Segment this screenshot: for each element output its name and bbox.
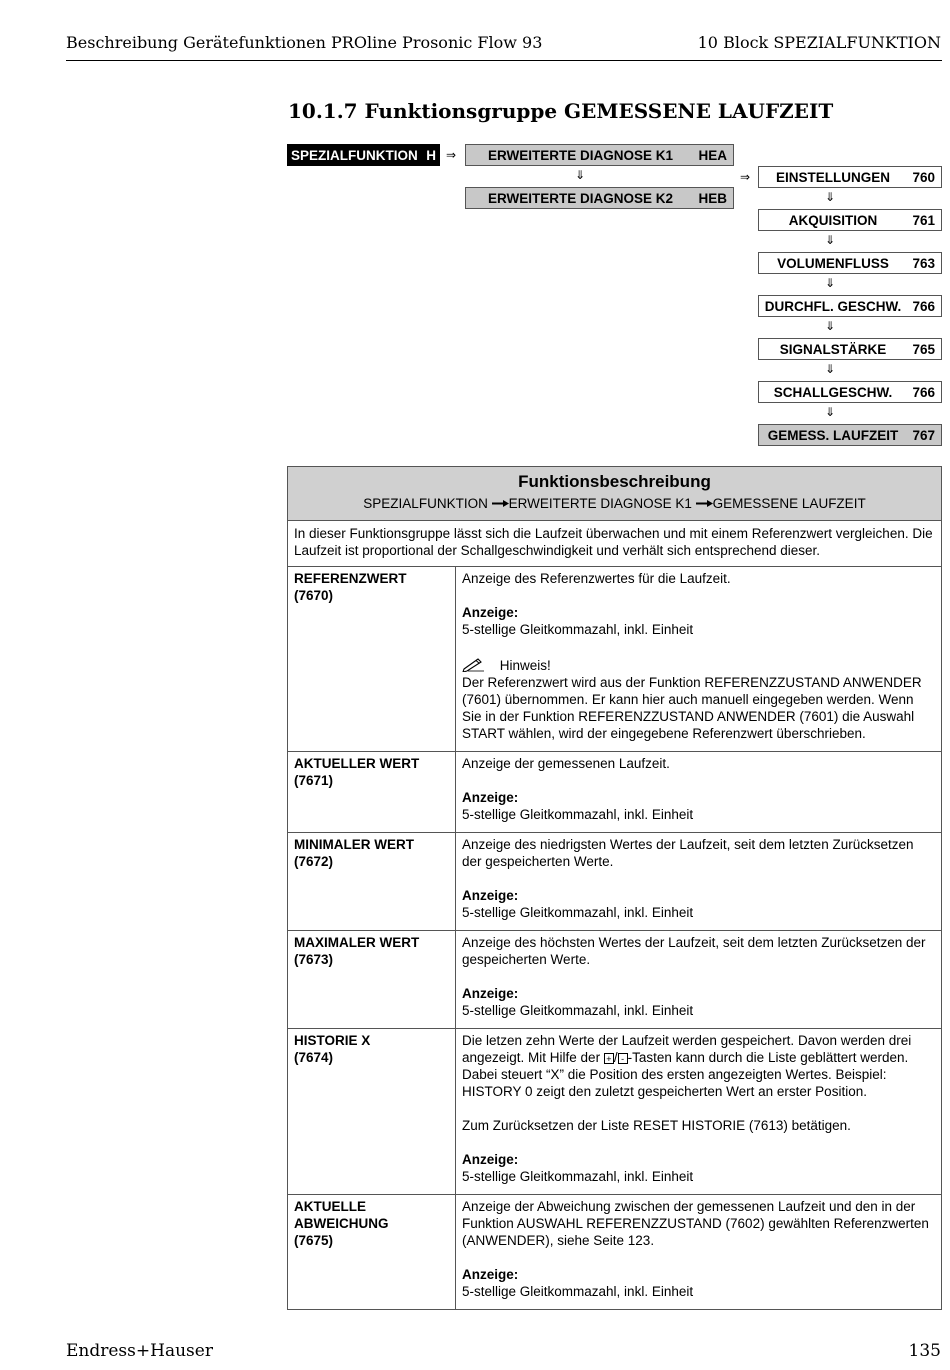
table-row-aktueller-wert	[288, 752, 941, 833]
arrow-down-icon: ⇓	[825, 190, 836, 204]
function-code: (7671)	[294, 773, 334, 788]
header-rule	[66, 60, 942, 61]
nav-root-code: H	[426, 147, 436, 163]
function-desc-cell	[456, 833, 941, 930]
function-name-cell	[288, 833, 456, 930]
nav-function-signalstaerke	[758, 338, 942, 360]
function-name-cell	[288, 1195, 456, 1309]
anzeige-label: Anzeige:	[462, 888, 519, 903]
minus-key-icon: -	[618, 1053, 628, 1064]
hint-text: Der Referenzwert wird aus der Funktion REFERENZZUSTAND ANWENDER (7601) übernommen. Er kann hier auch manuell eingegeben werden. Wenn Sie in der Funktion REFERENZZUSTAND ANWENDER (7601) die Auswahl START wählen, wird der eingegebene Referenzwert überschrieben.	[462, 675, 922, 741]
nav-root-box	[287, 144, 440, 166]
nav-group-code: HEB	[698, 190, 727, 206]
path-arrow-icon	[696, 499, 713, 508]
function-name-line2: ABWEICHUNG	[294, 1216, 389, 1231]
table-title: Funktionsbeschreibung	[518, 472, 711, 491]
table-row-aktuelle-abweichung	[288, 1195, 941, 1309]
function-name-cell	[288, 752, 456, 832]
nav-function-label: EINSTELLUNGEN	[775, 169, 890, 185]
nav-function-label: SIGNALSTÄRKE	[779, 341, 887, 357]
function-name-cell	[288, 931, 456, 1028]
function-code: (7675)	[294, 1233, 334, 1248]
anzeige-label: Anzeige:	[462, 790, 519, 805]
nav-group-k2	[465, 187, 734, 209]
nav-function-label: SCHALLGESCHW.	[773, 384, 893, 400]
nav-function-einstellungen	[758, 166, 942, 188]
arrow-down-icon: ⇓	[825, 276, 836, 290]
nav-function-label: AKQUISITION	[788, 212, 878, 228]
nav-function-gemess-laufzeit	[758, 424, 942, 446]
nav-function-durchfl-geschw	[758, 295, 942, 317]
function-desc-cell	[456, 752, 941, 832]
arrow-down-icon: ⇓	[825, 319, 836, 333]
running-header-title: Beschreibung Gerätefunktionen PROline Prosonic Flow 93	[66, 33, 543, 52]
function-desc-cell	[456, 567, 941, 751]
function-code: (7674)	[294, 1050, 334, 1065]
page-number: 135	[908, 1341, 941, 1361]
function-description: Anzeige des Referenzwertes für die Laufzeit.	[462, 571, 731, 586]
hint-label: Hinweis!	[499, 658, 551, 673]
pencil-note-icon	[462, 656, 488, 672]
anzeige-value: 5-stellige Gleitkommazahl, inkl. Einheit	[462, 905, 694, 920]
nav-function-code: 766	[912, 298, 935, 314]
function-description: Anzeige des höchsten Wertes der Laufzeit, seit dem letzten Zurücksetzen der gespeicherten Werte.	[462, 935, 926, 967]
nav-group-code: HEA	[698, 147, 727, 163]
nav-function-schallgeschw	[758, 381, 942, 403]
anzeige-value: 5-stellige Gleitkommazahl, inkl. Einheit	[462, 807, 694, 822]
table-row-referenzwert	[288, 567, 941, 752]
nav-function-akquisition	[758, 209, 942, 231]
arrow-down-icon: ⇓	[825, 233, 836, 247]
function-desc-cell	[456, 931, 941, 1028]
function-name-cell	[288, 1029, 456, 1194]
arrow-down-icon: ⇓	[575, 168, 586, 182]
table-header	[288, 467, 941, 521]
table-row-minimaler-wert	[288, 833, 941, 931]
arrow-down-icon: ⇓	[825, 405, 836, 419]
function-name: REFERENZWERT	[294, 571, 407, 586]
section-title: 10.1.7 Funktionsgruppe GEMESSENE LAUFZEIT	[288, 99, 834, 123]
nav-group-k1	[465, 144, 734, 166]
nav-function-code: 761	[912, 212, 935, 228]
function-code: (7673)	[294, 952, 334, 967]
table-row-historie-x	[288, 1029, 941, 1195]
plus-key-icon: +	[604, 1053, 614, 1064]
table-menu-path	[288, 495, 941, 512]
anzeige-label: Anzeige:	[462, 1267, 519, 1282]
nav-function-code: 765	[912, 341, 935, 357]
function-name: AKTUELLE	[294, 1199, 366, 1214]
nav-function-label: VOLUMENFLUSS	[777, 255, 889, 271]
arrow-right-icon: ⇒	[446, 148, 457, 162]
function-description: Anzeige der gemessenen Laufzeit.	[462, 756, 670, 771]
nav-function-label: DURCHFL. GESCHW.	[764, 298, 902, 314]
nav-function-code: 760	[912, 169, 935, 185]
function-code: (7672)	[294, 854, 334, 869]
description-part: Die letzen zehn Werte der Laufzeit werden gespeichert. Davon werden drei angezeigt. Mit Hilfe der	[462, 1033, 912, 1065]
hint-heading	[462, 656, 935, 674]
function-name: MAXIMALER WERT	[294, 935, 420, 950]
anzeige-label: Anzeige:	[462, 986, 519, 1001]
nav-function-code: 763	[912, 255, 935, 271]
function-code: (7670)	[294, 588, 334, 603]
table-row-maximaler-wert	[288, 931, 941, 1029]
arrow-down-icon: ⇓	[825, 362, 836, 376]
function-desc-cell	[456, 1195, 941, 1309]
function-description: Die letzen zehn Werte der Laufzeit werden gespeichert. Davon werden drei angezeigt. Mit Hilfe der + / - -Tasten kann durch die Liste geblättert werden. Dabei steuert “X” die Position des ersten angezeigten Wertes. Beispiel: HISTORY 0 zeigt den zuletzt gespeicherten Wert an erster Position.	[462, 1033, 912, 1099]
nav-function-label: GEMESS. LAUFZEIT	[767, 427, 899, 443]
table-intro: In dieser Funktionsgruppe lässt sich die Laufzeit überwachen und mit einem Referenzwert vergleichen. Die Laufzeit ist proportional der Schallgeschwindigkeit und verhält sich entsprechend dieser.	[288, 521, 941, 567]
function-name: MINIMALER WERT	[294, 837, 414, 852]
function-description-reset: Zum Zurücksetzen der Liste RESET HISTORIE (7613) betätigen.	[462, 1118, 851, 1133]
function-description-table	[287, 466, 942, 1310]
anzeige-value: 5-stellige Gleitkommazahl, inkl. Einheit	[462, 1169, 694, 1184]
anzeige-label: Anzeige:	[462, 1152, 519, 1167]
function-desc-cell	[456, 1029, 941, 1194]
path-segment: SPEZIALFUNKTION	[363, 496, 488, 511]
function-description: Anzeige des niedrigsten Wertes der Laufzeit, seit dem letzten Zurücksetzen der gespeicherten Werte.	[462, 837, 914, 869]
running-header-chapter: 10 Block SPEZIALFUNKTION	[697, 33, 941, 52]
nav-function-volumenfluss	[758, 252, 942, 274]
function-name: AKTUELLER WERT	[294, 756, 420, 771]
path-arrow-icon	[492, 499, 509, 508]
nav-group-label: ERWEITERTE DIAGNOSE K2	[488, 190, 674, 206]
function-name: HISTORIE X	[294, 1033, 371, 1048]
description-part: -Tasten kann durch die Liste geblättert werden. Dabei steuert “X” die Position des ersten angezeigten Wertes. Beispiel: HISTORY 0 zeigt den zuletzt gespeicherten Wert an erster Position.	[462, 1050, 909, 1099]
function-description: Anzeige der Abweichung zwischen der gemessenen Laufzeit und den in der Funktion AUSWAHL REFERENZZUSTAND (7602) gewählten Referenzwerten (ANWENDER), siehe Seite 123.	[462, 1199, 929, 1248]
footer-brand: Endress+Hauser	[66, 1341, 213, 1361]
anzeige-value: 5-stellige Gleitkommazahl, inkl. Einheit	[462, 1284, 694, 1299]
anzeige-value: 5-stellige Gleitkommazahl, inkl. Einheit	[462, 622, 694, 637]
nav-function-code: 767	[912, 427, 935, 443]
function-name-cell	[288, 567, 456, 751]
path-segment: GEMESSENE LAUFZEIT	[712, 496, 866, 511]
path-segment: ERWEITERTE DIAGNOSE K1	[508, 496, 692, 511]
anzeige-value: 5-stellige Gleitkommazahl, inkl. Einheit	[462, 1003, 694, 1018]
nav-group-label: ERWEITERTE DIAGNOSE K1	[488, 147, 674, 163]
anzeige-label: Anzeige:	[462, 605, 519, 620]
arrow-right-icon: ⇒	[740, 170, 751, 184]
nav-function-code: 766	[912, 384, 935, 400]
nav-root-label: SPEZIALFUNKTION	[291, 147, 418, 163]
